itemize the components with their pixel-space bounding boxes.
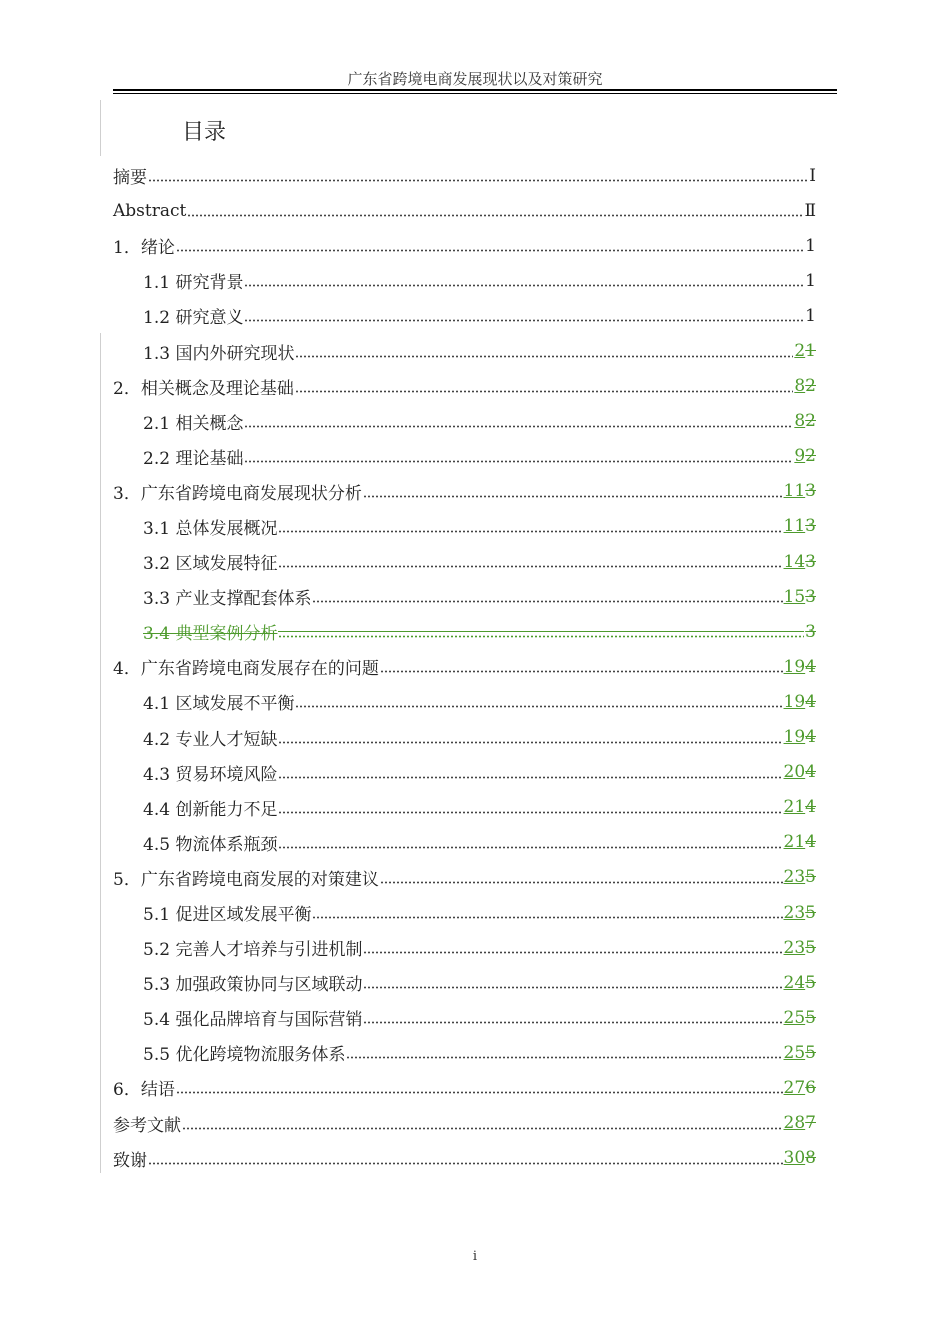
toc-entry-page [784, 762, 816, 782]
page-number-text: 1 [805, 305, 816, 326]
toc-entry-page [794, 341, 816, 361]
deleted-page-number: 5 [805, 902, 816, 923]
toc-entry-page [784, 832, 816, 852]
deleted-page-number: 5 [805, 937, 816, 958]
deleted-page-number: 4 [805, 832, 816, 853]
toc-entry[interactable] [113, 509, 816, 544]
toc-entry-label: 6．结语 [113, 1080, 175, 1101]
toc-entry[interactable] [113, 439, 816, 474]
toc-entry[interactable] [113, 1141, 816, 1176]
toc-entry-page [794, 376, 816, 396]
toc-entry-label: 1．绪论 [113, 238, 175, 259]
toc-entry-label: 5.2 完善人才培养与引进机制 [143, 940, 363, 961]
deleted-page-number: 2 [805, 446, 816, 467]
deleted-page-number: 5 [805, 1042, 816, 1063]
deleted-page-number: 4 [805, 656, 816, 677]
deleted-page-number: 7 [805, 1113, 816, 1134]
toc-leader-dots [278, 846, 782, 849]
toc-entry-label: 参考文献 [113, 1115, 181, 1136]
toc-leader-dots [278, 635, 804, 638]
deleted-page-number: 3 [805, 586, 816, 607]
toc-leader-dots [278, 530, 782, 533]
toc-leader-dots [312, 600, 782, 603]
inserted-page-number: 8 [794, 376, 806, 397]
toc-leader-dots [244, 460, 793, 463]
toc-entry-label: 5.4 强化品牌培育与国际营销 [143, 1010, 363, 1031]
inserted-page-number: 20 [783, 762, 806, 783]
running-header: 广东省跨境电商发展现状以及对策研究 [347, 70, 603, 88]
deleted-page-number: 5 [805, 867, 816, 888]
deleted-page-number: 5 [805, 1007, 816, 1028]
toc-entry[interactable] [113, 825, 816, 860]
table-of-contents [113, 158, 816, 1176]
toc-entry-label: 5．广东省跨境电商发展的对策建议 [113, 869, 379, 890]
toc-entry-label: Abstract [113, 200, 187, 221]
toc-entry-page [784, 1078, 816, 1098]
toc-leader-dots [278, 565, 782, 568]
deleted-page-number: 2 [805, 411, 816, 432]
toc-entry-page [784, 657, 816, 677]
toc-leader-dots [380, 881, 783, 884]
inserted-page-number: 23 [783, 902, 806, 923]
toc-leader-dots [278, 741, 782, 744]
toc-entry-label: 4.5 物流体系瓶颈 [143, 834, 278, 855]
toc-leader-dots [182, 1127, 783, 1130]
toc-leader-dots [176, 249, 804, 252]
change-bar [100, 100, 101, 156]
toc-entry-label: 5.3 加强政策协同与区域联动 [143, 975, 363, 996]
toc-entry-page [784, 552, 816, 572]
toc-entry[interactable] [113, 263, 816, 298]
toc-leader-dots [187, 214, 803, 217]
deleted-page-number: 4 [805, 691, 816, 712]
toc-leader-dots [278, 776, 782, 779]
toc-entry[interactable] [113, 369, 816, 404]
inserted-page-number: 27 [783, 1077, 806, 1098]
toc-entry[interactable] [113, 579, 816, 614]
toc-entry-label: 3.3 产业支撑配套体系 [143, 589, 312, 610]
inserted-page-number: 30 [783, 1148, 806, 1169]
toc-entry-page [784, 797, 816, 817]
inserted-page-number: 25 [783, 1042, 806, 1063]
toc-entry[interactable] [113, 684, 816, 719]
header-rule [113, 89, 837, 94]
toc-entry-page [809, 166, 816, 186]
toc-leader-dots [346, 1056, 782, 1059]
toc-entry-page [784, 727, 816, 747]
inserted-page-number: 23 [783, 867, 806, 888]
toc-entry-page [805, 271, 816, 291]
page-number: i [472, 1249, 478, 1264]
inserted-page-number: 23 [783, 937, 806, 958]
toc-entry[interactable] [113, 228, 816, 263]
toc-entry-label: 5.1 促进区域发展平衡 [143, 905, 312, 926]
toc-entry-page [794, 411, 816, 431]
toc-entry-label: 2.1 相关概念 [143, 413, 244, 434]
inserted-page-number: 19 [783, 656, 806, 677]
deleted-page-number: 1 [805, 341, 816, 362]
toc-leader-dots [295, 705, 782, 708]
toc-entry-page [784, 973, 816, 993]
toc-leader-dots [295, 390, 794, 393]
toc-entry-label: 2．相关概念及理论基础 [113, 378, 294, 399]
toc-entry[interactable] [113, 895, 816, 930]
toc-entry-label: 1.1 研究背景 [143, 273, 244, 294]
inserted-page-number: 28 [783, 1113, 806, 1134]
toc-entry-label: 1.2 研究意义 [143, 308, 244, 329]
inserted-page-number: 19 [783, 691, 806, 712]
inserted-page-number: 25 [783, 1007, 806, 1028]
deleted-page-number: 4 [805, 762, 816, 783]
toc-leader-dots [380, 670, 783, 673]
inserted-page-number: 21 [783, 797, 806, 818]
page-number-text: 1 [805, 270, 816, 291]
toc-entry-label: 4.4 创新能力不足 [143, 799, 278, 820]
toc-entry-label: 1.3 国内外研究现状 [143, 343, 295, 364]
toc-entry-page [784, 587, 816, 607]
toc-entry-page [805, 236, 816, 256]
toc-entry-page [784, 692, 816, 712]
toc-leader-dots [244, 425, 793, 428]
toc-leader-dots [148, 179, 808, 182]
toc-entry[interactable] [113, 930, 816, 965]
inserted-page-number: 8 [794, 411, 806, 432]
page-number-text: 3 [805, 621, 816, 642]
toc-entry[interactable] [113, 298, 816, 333]
toc-entry-label: 3.1 总体发展概况 [143, 518, 278, 539]
toc-entry[interactable] [113, 1106, 816, 1141]
toc-entry-page [794, 446, 816, 466]
inserted-page-number: 14 [783, 551, 806, 572]
toc-entry-page [805, 622, 816, 642]
toc-entry-page [784, 867, 816, 887]
inserted-page-number: 21 [783, 832, 806, 853]
page-number-text: Ⅰ [809, 165, 816, 186]
inserted-page-number: 9 [794, 446, 806, 467]
change-bar [100, 333, 101, 1173]
toc-entry[interactable] [113, 544, 816, 579]
toc-entry[interactable] [113, 474, 816, 509]
toc-leader-dots [363, 986, 782, 989]
toc-entry-label: 致谢 [113, 1150, 147, 1171]
deleted-page-number: 2 [805, 376, 816, 397]
toc-leader-dots [363, 951, 782, 954]
inserted-page-number: 11 [783, 481, 806, 502]
toc-entry-label: 2.2 理论基础 [143, 448, 244, 469]
toc-leader-dots [244, 319, 804, 322]
inserted-page-number: 11 [783, 516, 806, 537]
toc-entry-label: 4.3 贸易环境风险 [143, 764, 278, 785]
toc-leader-dots [244, 284, 804, 287]
toc-entry-page [784, 1148, 816, 1168]
deleted-page-number: 6 [805, 1077, 816, 1098]
toc-entry-label: 4．广东省跨境电商发展存在的问题 [113, 659, 379, 680]
toc-leader-dots [363, 1021, 782, 1024]
toc-entry[interactable] [113, 158, 816, 193]
deleted-page-number: 3 [805, 551, 816, 572]
toc-entry[interactable] [113, 965, 816, 1000]
page-number-text: Ⅱ [804, 200, 816, 221]
toc-entry-page [784, 1043, 816, 1063]
toc-leader-dots [176, 1091, 783, 1094]
toc-entry[interactable] [113, 1035, 816, 1070]
toc-leader-dots [295, 355, 793, 358]
toc-entry-page [784, 1008, 816, 1028]
toc-entry-page [784, 1113, 816, 1133]
toc-entry-page [784, 516, 816, 536]
toc-entry-label: 4.1 区域发展不平衡 [143, 694, 295, 715]
toc-entry[interactable] [113, 720, 816, 755]
toc-entry-label: 3.4 典型案例分析 [143, 624, 278, 645]
toc-entry[interactable] [113, 404, 816, 439]
toc-leader-dots [278, 811, 782, 814]
toc-entry[interactable] [113, 649, 816, 684]
toc-entry[interactable] [113, 1070, 816, 1105]
toc-entry-label: 3.2 区域发展特征 [143, 554, 278, 575]
deleted-page-number: 4 [805, 727, 816, 748]
toc-entry[interactable] [113, 755, 816, 790]
toc-entry[interactable] [113, 614, 816, 649]
deleted-page-number: 3 [805, 481, 816, 502]
toc-entry[interactable] [113, 193, 816, 228]
inserted-page-number: 24 [783, 972, 806, 993]
toc-entry-label: 3．广东省跨境电商发展现状分析 [113, 483, 362, 504]
page-number-text: 1 [805, 235, 816, 256]
deleted-page-number: 4 [805, 797, 816, 818]
toc-entry[interactable] [113, 333, 816, 368]
toc-entry-page [784, 481, 816, 501]
toc-entry[interactable] [113, 790, 816, 825]
toc-entry-page [784, 903, 816, 923]
deleted-page-number: 8 [805, 1148, 816, 1169]
toc-entry-page [784, 938, 816, 958]
toc-entry[interactable] [113, 1000, 816, 1035]
toc-entry-label: 4.2 专业人才短缺 [143, 729, 278, 750]
deleted-page-number: 3 [805, 516, 816, 537]
inserted-page-number: 15 [783, 586, 806, 607]
toc-leader-dots [148, 1162, 783, 1165]
toc-entry-page [804, 201, 816, 221]
toc-entry-label: 5.5 优化跨境物流服务体系 [143, 1045, 346, 1066]
toc-entry[interactable] [113, 860, 816, 895]
inserted-page-number: 2 [794, 341, 806, 362]
deleted-page-number: 5 [805, 972, 816, 993]
toc-entry-page [805, 306, 816, 326]
inserted-page-number: 19 [783, 727, 806, 748]
toc-leader-dots [312, 916, 782, 919]
toc-leader-dots [363, 495, 783, 498]
toc-title: 目录 [182, 120, 227, 145]
toc-entry-label: 摘要 [113, 168, 147, 189]
